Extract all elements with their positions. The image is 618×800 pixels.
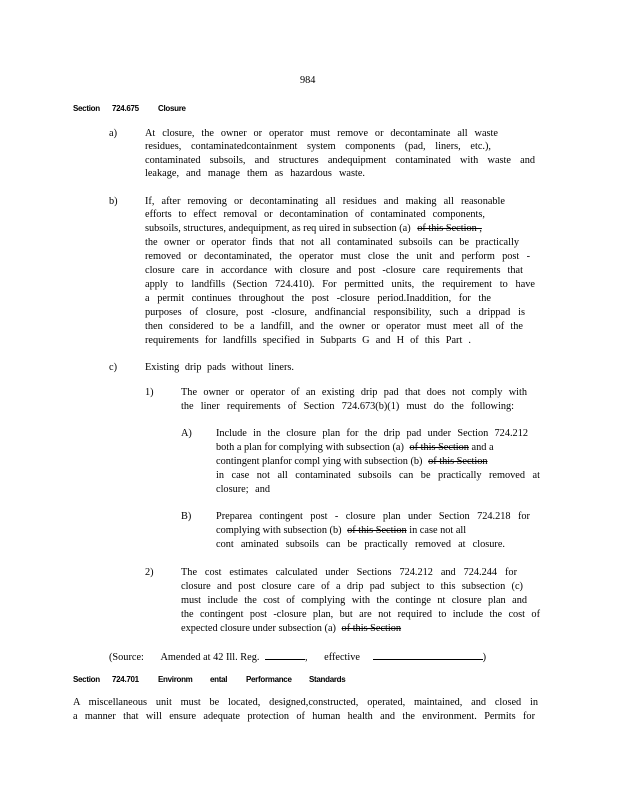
item-A-line-3 — [216, 455, 488, 468]
section-2-title-part-1: Environm — [158, 675, 193, 684]
effective-date-blank — [373, 648, 483, 660]
paragraph-b-line-9: purposes of closure, post -closure, andfinancial responsibility, such a drippad is — [145, 307, 525, 318]
source-open: (Source: — [109, 652, 144, 663]
item-A-line-2-text: both a plan for complying with subsection (a) — [216, 442, 404, 453]
paragraph-b-line-8: a permit continues throughout the post -closure period.Inaddition, for the — [145, 293, 491, 304]
paragraph-b-line-3-text: subsoils, structures, andequipment, as req uired in subsection (a) — [145, 223, 411, 234]
paragraph-marker-c: c) — [109, 362, 117, 373]
paragraph-a-line-3: contaminated subsoils, and structures andequipment contaminated with waste and — [145, 155, 535, 166]
section-2-title-part-3: Performance — [246, 675, 292, 684]
struck-text: of this Section , — [417, 223, 482, 234]
paragraph-a-line-2: residues, contaminatedcontainment system components (pad, liners, etc.), — [145, 141, 491, 152]
source-note — [109, 648, 486, 664]
section-2-number: 724.701 — [112, 675, 139, 684]
subparagraph-2-line-5 — [181, 622, 401, 635]
struck-text: of this Section — [409, 442, 469, 453]
item-B-line-1: Preparea contingent post - closure plan under Section 724.218 for — [216, 511, 530, 522]
item-B-line-2 — [216, 524, 466, 537]
item-A-line-3-text: contingent planfor compl ying with subsection (b) — [216, 456, 423, 467]
paragraph-b-line-4: the owner or operator finds that not all contaminated subsoils can be practically — [145, 237, 519, 248]
struck-text: of this Section — [347, 525, 407, 536]
section-2-title-part-2: ental — [210, 675, 228, 684]
paragraph-c-text: Existing drip pads without liners. — [145, 362, 294, 373]
paragraph-b-line-10: then considered to be a landfill, and the owner or operator must meet all of the — [145, 321, 523, 332]
subparagraph-marker-1: 1) — [145, 387, 154, 398]
paragraph-b-line-1: If, after removing or decontaminating all residues and making all reasonable — [145, 196, 505, 207]
final-paragraph-line-1: A miscellaneous unit must be located, designed,constructed, operated, maintained, and closed in — [73, 697, 538, 708]
register-page-blank — [265, 648, 305, 660]
item-B-line-3: cont aminated subsoils can be practically removed at closure. — [216, 539, 505, 550]
item-B-line-2-tail: in case not all — [409, 525, 467, 536]
subparagraph-2-line-5-text: expected closure under subsection (a) — [181, 623, 336, 634]
item-marker-A: A) — [181, 428, 192, 439]
paragraph-b-line-2: efforts to effect removal or decontamination of contaminated components, — [145, 209, 485, 220]
source-close: ) — [482, 652, 486, 663]
subparagraph-1-line-1: The owner or operator of an existing drip pad that does not comply with — [181, 387, 527, 398]
subparagraph-2-line-4: the contingent post -closure plan, but are not required to include the cost of — [181, 609, 540, 620]
subparagraph-marker-2: 2) — [145, 567, 154, 578]
section-title: Closure — [158, 104, 186, 113]
section-2-title-part-4: Standards — [309, 675, 346, 684]
subparagraph-2-line-3: must include the cost of complying with the continge nt closure plan and — [181, 595, 527, 606]
source-comma: , — [305, 652, 308, 663]
subparagraph-2-line-2: closure and post closure care of a drip pad subject to this subsection (c) — [181, 581, 523, 592]
item-marker-B: B) — [181, 511, 192, 522]
paragraph-a-line-1: At closure, the owner or operator must remove or decontaminate all waste — [145, 128, 498, 139]
subparagraph-1-line-2: the liner requirements of Section 724.673(b)(1) must do the following: — [181, 401, 514, 412]
item-A-line-4: in case not all contaminated subsoils can be practically removed at — [216, 470, 540, 481]
item-A-line-2-tail: and a — [471, 442, 494, 453]
subparagraph-2-line-1: The cost estimates calculated under Sections 724.212 and 724.244 for — [181, 567, 517, 578]
section-number: 724.675 — [112, 104, 139, 113]
paragraph-a-line-4: leakage, and manage them as hazardous waste. — [145, 168, 365, 179]
page-number: 984 — [300, 75, 316, 86]
paragraph-b-line-7: apply to landfills (Section 724.410). For permitted units, the requirement to have — [145, 279, 535, 290]
section-2-label: Section — [73, 675, 100, 684]
source-amended: Amended at 42 Ill. Reg. — [160, 652, 260, 663]
paragraph-b-line-11: requirements for landfills specified in Subparts G and H of this Part . — [145, 335, 471, 346]
item-A-line-5: closure; and — [216, 484, 271, 495]
item-A-line-2 — [216, 441, 494, 454]
item-B-line-2-text: complying with subsection (b) — [216, 525, 342, 536]
source-effective: effective — [324, 652, 360, 663]
paragraph-marker-a: a) — [109, 128, 117, 139]
section-label: Section — [73, 104, 100, 113]
struck-text: of this Section — [341, 623, 402, 634]
struck-text: of this Section — [428, 456, 488, 467]
item-A-line-1: Include in the closure plan for the drip pad under Section 724.212 — [216, 428, 528, 439]
paragraph-b-line-3 — [145, 222, 531, 235]
paragraph-b-line-6: closure care in accordance with closure and post -closure care requirements that — [145, 265, 523, 276]
final-paragraph-line-2: a manner that will ensure adequate protection of human health and the environment. Permits for — [73, 711, 535, 722]
paragraph-marker-b: b) — [109, 196, 118, 207]
paragraph-b-line-5: removed or decontaminated, the operator must close the unit and perform post - — [145, 251, 530, 262]
